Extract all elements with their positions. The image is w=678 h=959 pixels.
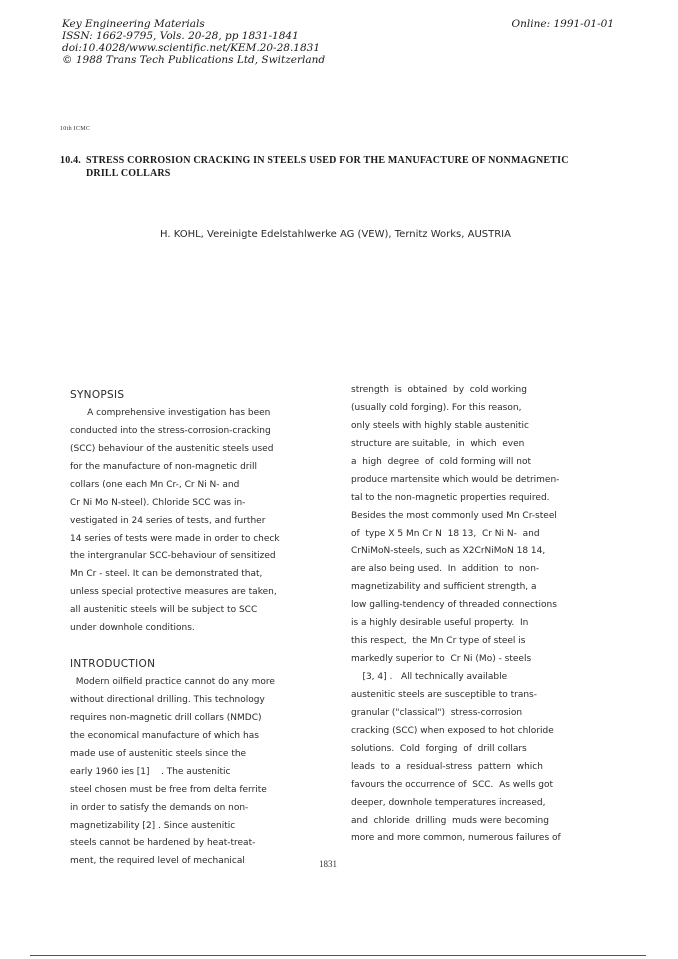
- right-column-line: structure are suitable, in which even: [351, 438, 525, 449]
- left-column-line: Modern oilfield practice cannot do any more: [70, 677, 275, 687]
- left-column-line: all austenitic steels will be subject to SCC: [70, 605, 258, 616]
- left-column: [70, 387, 280, 871]
- right-column-line: (usually cold forging). For this reason,: [351, 402, 522, 413]
- bottom-rule: [30, 955, 646, 956]
- left-column-line: unless special protective measures are taken,: [70, 587, 277, 598]
- right-column-line: austenitic steels are susceptible to trans-: [351, 689, 537, 700]
- right-column-line: markedly superior to Cr Ni (Mo) - steels: [351, 654, 532, 665]
- title-line-1: STRESS CORROSION CRACKING IN STEELS USED FOR THE MANUFACTURE OF NONMAGNETIC: [86, 155, 569, 166]
- issn-line: ISSN: 1662-9795, Vols. 20-28, pp 1831-1841: [62, 30, 299, 42]
- left-column-line: 14 series of tests were made in order to check: [70, 533, 280, 544]
- section-number: 10.4.: [60, 155, 81, 166]
- left-column-line: magnetizability [2] . Since austenitic: [70, 820, 236, 831]
- right-column-line: Besides the most commonly used Mn Cr-steel: [351, 510, 557, 521]
- left-column-line: the economical manufacture of which has: [70, 730, 259, 741]
- left-column-line: the intergranular SCC-behaviour of sensitized: [70, 551, 276, 562]
- section-heading: SYNOPSIS: [70, 389, 125, 401]
- left-column-line: without directional drilling. This technology: [70, 694, 265, 705]
- conference-tag: 10th ICMC: [60, 126, 91, 132]
- journal-name: Key Engineering Materials: [62, 18, 205, 30]
- left-column-line: steels cannot be hardened by heat-treat-: [70, 838, 256, 849]
- journal-header: [62, 18, 325, 66]
- doi-line: doi:10.4028/www.scientific.net/KEM.20-28.1831: [62, 42, 321, 54]
- page-number: 1831: [319, 859, 337, 869]
- left-column-line: Cr Ni Mo N-steel). Chloride SCC was in-: [70, 497, 246, 508]
- left-column-line: Mn Cr - steel. It can be demonstrated that,: [70, 569, 263, 580]
- right-column-line: is a highly desirable useful property. In: [351, 618, 529, 629]
- left-column-line: vestigated in 24 series of tests, and further: [70, 515, 266, 526]
- copyright-line: © 1988 Trans Tech Publications Ltd, Switzerland: [62, 54, 326, 66]
- right-column-line: CrNiMoN-steels, such as X2CrNiMoN 18 14,: [351, 546, 546, 557]
- right-column-line: this respect, the Mn Cr type of steel is: [351, 636, 526, 647]
- right-column-line: more and more common, numerous failures of: [351, 833, 561, 844]
- right-column-line: favours the occurrence of SCC. As wells got: [351, 779, 554, 790]
- left-column-line: under downhole conditions.: [70, 623, 195, 634]
- right-column-line: solutions. Cold forging of drill collars: [351, 743, 527, 754]
- right-column-line: [3, 4] . All technically available: [351, 672, 508, 682]
- title-line-2: DRILL COLLARS: [86, 168, 171, 179]
- right-column-line: low galling-tendency of threaded connections: [351, 600, 557, 611]
- left-column-line: requires non-magnetic drill collars (NMDC): [70, 712, 262, 723]
- right-column-line: only steels with highly stable austenitic: [351, 420, 530, 431]
- left-column-line: in order to satisfy the demands on non-: [70, 802, 249, 813]
- left-column-line: steel chosen must be free from delta ferrite: [70, 784, 267, 795]
- left-column-line: for the manufacture of non-magnetic drill: [70, 461, 258, 472]
- left-column-line: early 1960 ies [1] . The austenitic: [70, 766, 231, 777]
- section-heading: INTRODUCTION: [70, 658, 156, 671]
- right-column-line: deeper, downhole temperatures increased,: [351, 797, 546, 808]
- left-column-line: collars (one each Mn Cr-, Cr Ni N- and: [70, 479, 240, 490]
- right-column-line: strength is obtained by cold working: [351, 385, 527, 395]
- right-column-line: granular ("classical") stress-corrosion: [351, 707, 523, 718]
- left-column-line: A comprehensive investigation has been: [70, 407, 271, 418]
- right-column-line: of type X 5 Mn Cr N 18 13, Cr Ni N- and: [351, 528, 540, 539]
- right-column-line: a high degree of cold forming will not: [351, 456, 531, 467]
- right-column-line: magnetizability and sufficient strength, a: [351, 582, 537, 593]
- left-column-line: made use of austenitic steels since the: [70, 748, 247, 759]
- left-column-line: ment, the required level of mechanical: [70, 856, 245, 867]
- right-column: [351, 382, 561, 848]
- left-column-line: conducted into the stress-corrosion-cracking: [70, 425, 271, 436]
- left-column-line: [70, 638, 280, 656]
- online-date: Online: 1991-01-01: [511, 18, 614, 30]
- right-column-line: tal to the non-magnetic properties required.: [351, 492, 550, 503]
- right-column-line: are also being used. In addition to non-: [351, 564, 540, 575]
- right-column-line: produce martensite which would be detrimen-: [351, 474, 560, 485]
- right-column-line: and chloride drilling muds were becoming: [351, 815, 549, 826]
- left-column-line: (SCC) behaviour of the austenitic steels used: [70, 443, 274, 454]
- paper-title: [60, 154, 620, 180]
- right-column-line: cracking (SCC) when exposed to hot chloride: [351, 725, 554, 736]
- right-column-line: leads to a residual-stress pattern which: [351, 761, 543, 772]
- author-affiliation: H. KOHL, Vereinigte Edelstahlwerke AG (VEW), Ternitz Works, AUSTRIA: [160, 229, 511, 240]
